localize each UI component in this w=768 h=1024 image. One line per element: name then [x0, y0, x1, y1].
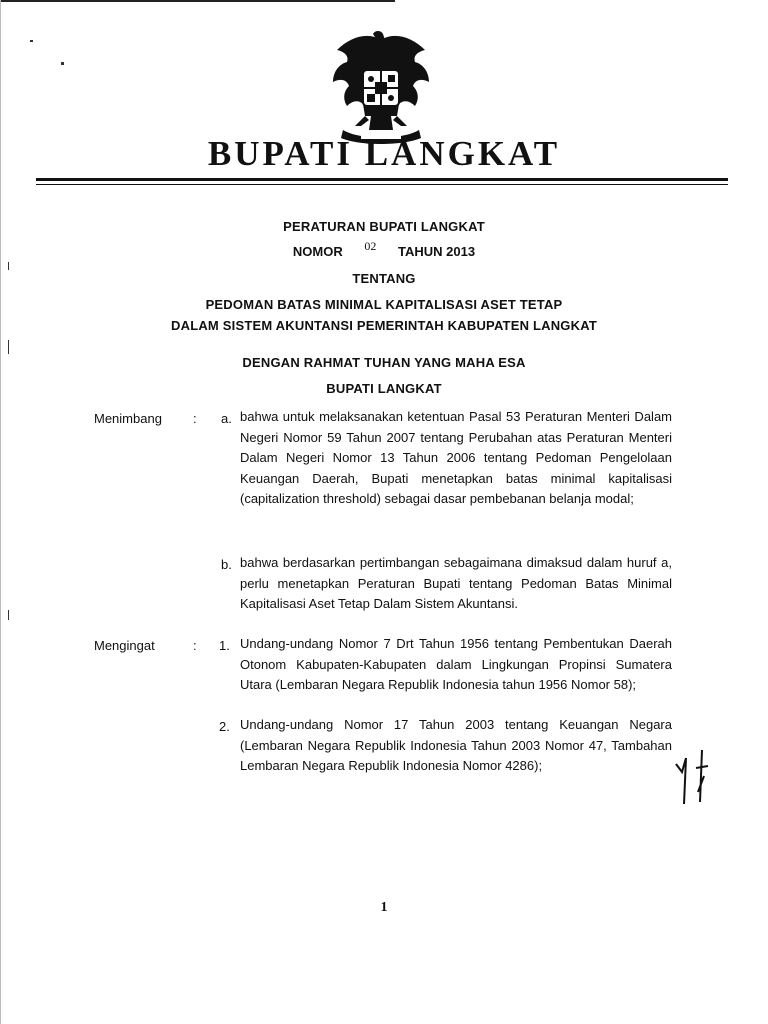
- mengingat-colon: :: [193, 638, 197, 653]
- scan-speck: [8, 262, 9, 270]
- mengingat-1-marker: 1.: [219, 638, 230, 653]
- mengingat-label: Mengingat: [94, 638, 155, 653]
- issuer-line: BUPATI LANGKAT: [326, 381, 442, 396]
- page-number: 1: [380, 900, 388, 915]
- menimbang-b-marker: b.: [221, 557, 232, 572]
- tentang-label: TENTANG: [352, 271, 416, 286]
- nomor-label: NOMOR: [292, 244, 343, 259]
- nomor-value: 02: [364, 239, 377, 253]
- blessing-line: DENGAN RAHMAT TUHAN YANG MAHA ESA: [242, 355, 526, 370]
- nomor-line: [0, 239, 768, 260]
- menimbang-a-marker: a.: [221, 411, 232, 426]
- scan-speck: [8, 610, 9, 620]
- menimbang-a-text: bahwa untuk melaksanakan ketentuan Pasal 53 Peraturan Menteri Dalam Negeri Nomor 59 Tahun 2007 tentang Perubahan atas Peraturan Menteri Dalam Negeri Nomor 13 Tahun 2006 tentang Pedoman Pengelolaan Keuangan Daerah, Bupati menetapkan batas minimal kapitalisasi (capitalization threshold) sebagai dasar pembebanan belanja modal;: [240, 409, 672, 506]
- handwritten-initial: [672, 746, 724, 806]
- mengingat-1-text: Undang-undang Nomor 7 Drt Tahun 1956 tentang Pembentukan Daerah Otonom Kabupaten-Kabupaten dalam Lingkungan Propinsi Sumatera Utara (Lembaran Negara Republik Indonesia tahun 1956 Nomor 58);: [240, 636, 672, 692]
- scan-speck: [30, 40, 33, 42]
- menimbang-label: Menimbang: [94, 411, 162, 426]
- subject-line-2: DALAM SISTEM AKUNTANSI PEMERINTAH KABUPATEN LANGKAT: [171, 318, 597, 333]
- scan-speck: [61, 62, 64, 65]
- letterhead-title: BUPATI LANGKAT: [207, 134, 561, 173]
- subject-line-1: PEDOMAN BATAS MINIMAL KAPITALISASI ASET TETAP: [205, 297, 563, 312]
- regulation-title: PERATURAN BUPATI LANGKAT: [283, 219, 485, 234]
- tahun-label: TAHUN 2013: [398, 244, 476, 259]
- top-edge-rule: [0, 0, 395, 2]
- mengingat-2-marker: 2.: [219, 719, 230, 734]
- garuda-emblem-icon: [325, 30, 437, 148]
- menimbang-colon: :: [193, 411, 197, 426]
- menimbang-b-text: bahwa berdasarkan pertimbangan sebagaimana dimaksud dalam huruf a, perlu menetapkan Peraturan Bupati tentang Pedoman Batas Minimal Kapitalisasi Aset Tetap Dalam Sistem Akuntansi.: [240, 555, 672, 611]
- letterhead-rule-thin: [36, 184, 728, 185]
- mengingat-2-text: Undang-undang Nomor 17 Tahun 2003 tentang Keuangan Negara (Lembaran Negara Republik Indonesia Tahun 2003 Nomor 47, Tambahan Lembaran Negara Republik Indonesia Nomor 4286);: [240, 717, 672, 773]
- letterhead-rule-thick: [36, 178, 728, 181]
- scan-speck: [8, 340, 9, 354]
